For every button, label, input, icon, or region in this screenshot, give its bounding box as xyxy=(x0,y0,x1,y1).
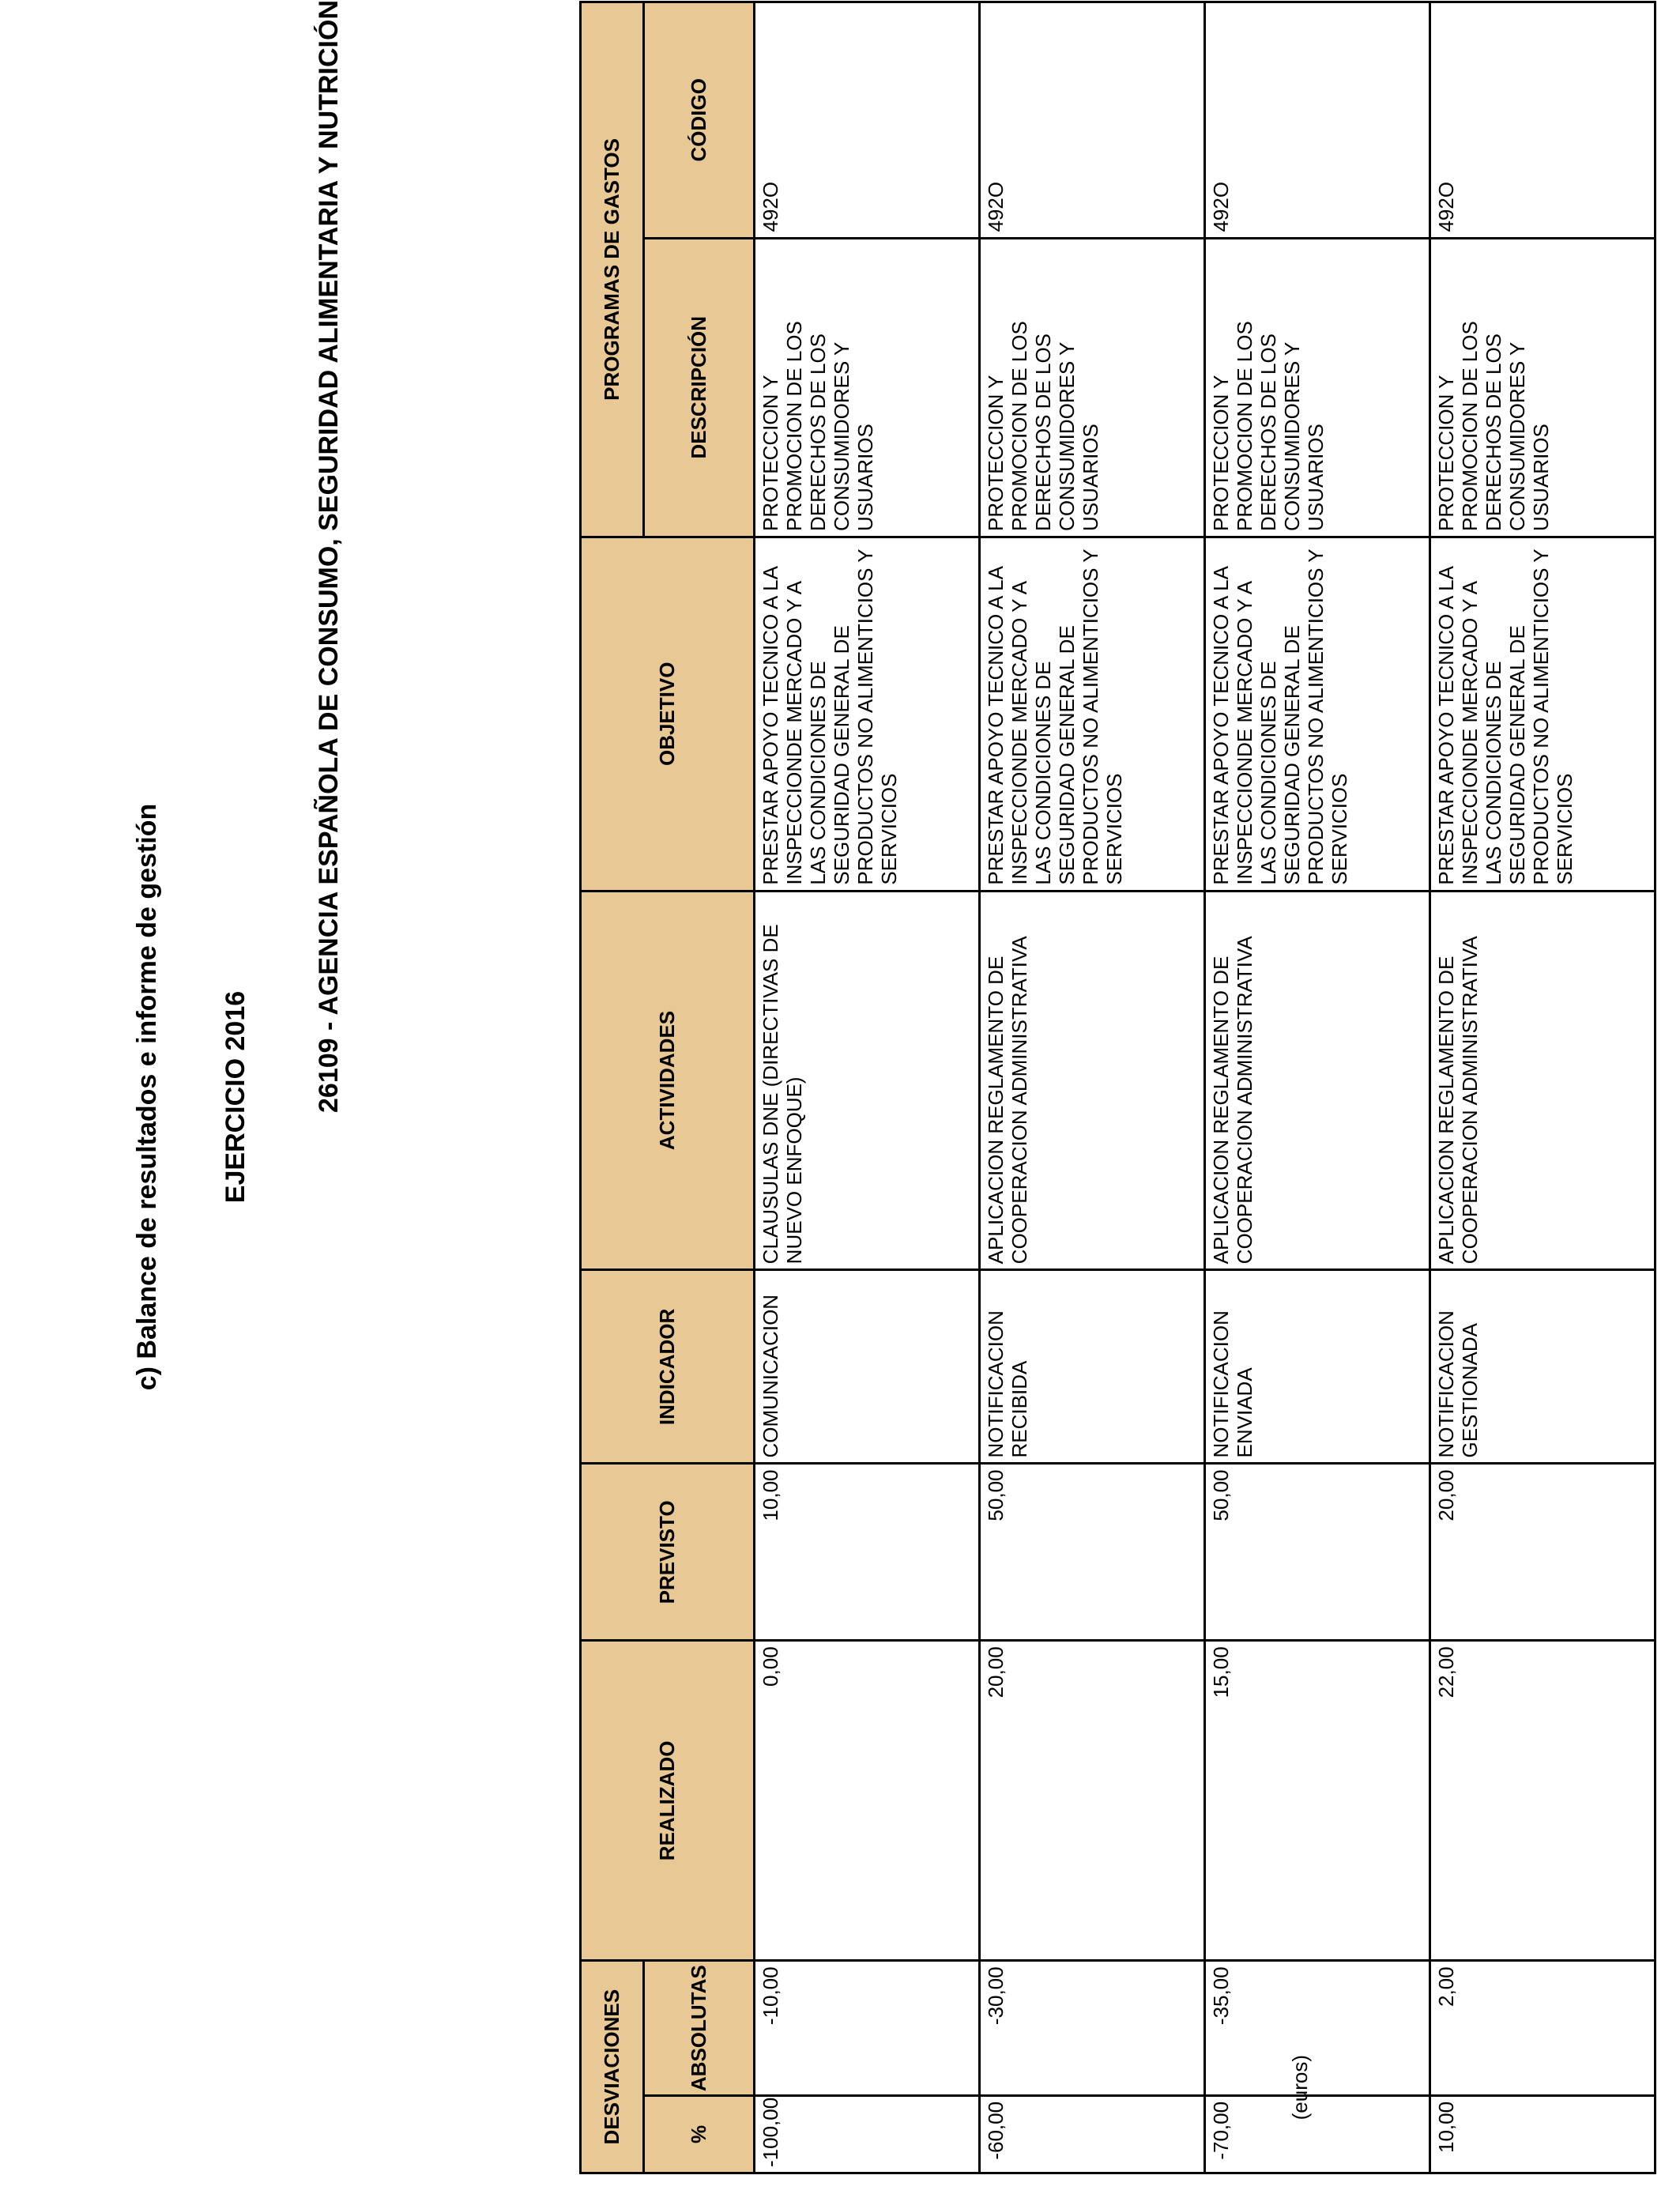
cell-previsto: 10,00 xyxy=(755,1464,980,1641)
results-table xyxy=(579,1,1656,2174)
section-title: c) Balance de resultados e informe de gestión xyxy=(132,803,162,1391)
cell-realizado: 22,00 xyxy=(1430,1641,1656,1961)
cell-absolutas: -30,00 xyxy=(980,1961,1205,2096)
cell-porcentaje: 10,00 xyxy=(1430,2095,1656,2173)
cell-realizado: 15,00 xyxy=(1205,1641,1430,1961)
group-header-row xyxy=(581,2,644,2173)
cell-porcentaje: -60,00 xyxy=(980,2095,1205,2173)
unit-note: (euros) xyxy=(1288,2055,1312,2120)
cell-indicador: NOTIFICACION ENVIADA xyxy=(1205,1270,1430,1464)
agency-title: 26109 - AGENCIA ESPAÑOLA DE CONSUMO, SEGURIDAD ALIMENTARIA Y NUTRICIÓN xyxy=(314,0,344,1113)
table-row xyxy=(1205,2,1430,2173)
cell-descripcion: PROTECCION Y PROMOCION DE LOS DERECHOS DE LOS CONSUMIDORES Y USUARIOS xyxy=(1430,238,1656,537)
cell-codigo: 492O xyxy=(755,2,980,239)
cell-objetivo: PRESTAR APOYO TECNICO A LA INSPECCIONDE MERCADO Y A LAS CONDICIONES DE SEGURIDAD GENERAL DE PRODUCTOS NO ALIMENTICIOS Y SERVICIOS xyxy=(1430,537,1656,891)
cell-descripcion: PROTECCION Y PROMOCION DE LOS DERECHOS DE LOS CONSUMIDORES Y USUARIOS xyxy=(980,238,1205,537)
cell-indicador: NOTIFICACION RECIBIDA xyxy=(980,1270,1205,1464)
programas-header: PROGRAMAS DE GASTOS xyxy=(581,2,644,537)
cell-objetivo: PRESTAR APOYO TECNICO A LA INSPECCIONDE MERCADO Y A LAS CONDICIONES DE SEGURIDAD GENERAL DE PRODUCTOS NO ALIMENTICIOS Y SERVICIOS xyxy=(755,537,980,891)
cell-codigo: 492O xyxy=(980,2,1205,239)
exercise-title: EJERCICIO 2016 xyxy=(220,990,250,1204)
cell-codigo: 492O xyxy=(1205,2,1430,239)
cell-porcentaje: -70,00 xyxy=(1205,2095,1430,2173)
cell-previsto: 20,00 xyxy=(1430,1464,1656,1641)
cell-porcentaje: -100,00 xyxy=(755,2095,980,2173)
cell-codigo: 492O xyxy=(1430,2,1656,239)
cell-actividades: APLICACION REGLAMENTO DE COOPERACION ADMINISTRATIVA xyxy=(1205,891,1430,1270)
table-row xyxy=(1430,2,1656,2173)
col-actividades: ACTIVIDADES xyxy=(581,891,755,1270)
col-previsto: PREVISTO xyxy=(581,1464,755,1641)
desviaciones-header: DESVIACIONES xyxy=(581,1961,644,2173)
col-realizado: REALIZADO xyxy=(581,1641,755,1961)
cell-previsto: 50,00 xyxy=(980,1464,1205,1641)
cell-descripcion: PROTECCION Y PROMOCION DE LOS DERECHOS DE LOS CONSUMIDORES Y USUARIOS xyxy=(755,238,980,537)
table-row xyxy=(755,2,980,2173)
cell-objetivo: PRESTAR APOYO TECNICO A LA INSPECCIONDE MERCADO Y A LAS CONDICIONES DE SEGURIDAD GENERAL DE PRODUCTOS NO ALIMENTICIOS Y SERVICIOS xyxy=(980,537,1205,891)
cell-objetivo: PRESTAR APOYO TECNICO A LA INSPECCIONDE MERCADO Y A LAS CONDICIONES DE SEGURIDAD GENERAL DE PRODUCTOS NO ALIMENTICIOS Y SERVICIOS xyxy=(1205,537,1430,891)
cell-absolutas: 2,00 xyxy=(1430,1961,1656,2096)
cell-actividades: APLICACION REGLAMENTO DE COOPERACION ADMINISTRATIVA xyxy=(980,891,1205,1270)
col-porcentaje: % xyxy=(644,2095,755,2173)
cell-indicador: COMUNICACION xyxy=(755,1270,980,1464)
cell-actividades: APLICACION REGLAMENTO DE COOPERACION ADMINISTRATIVA xyxy=(1430,891,1656,1270)
col-codigo: CÓDIGO xyxy=(644,2,755,239)
col-objetivo: OBJETIVO xyxy=(581,537,755,891)
cell-previsto: 50,00 xyxy=(1205,1464,1430,1641)
cell-indicador: NOTIFICACION GESTIONADA xyxy=(1430,1270,1656,1464)
cell-realizado: 20,00 xyxy=(980,1641,1205,1961)
cell-descripcion: PROTECCION Y PROMOCION DE LOS DERECHOS DE LOS CONSUMIDORES Y USUARIOS xyxy=(1205,238,1430,537)
table-row xyxy=(980,2,1205,2173)
col-indicador: INDICADOR xyxy=(581,1270,755,1464)
cell-actividades: CLAUSULAS DNE (DIRECTIVAS DE NUEVO ENFOQUE) xyxy=(755,891,980,1270)
cell-realizado: 0,00 xyxy=(755,1641,980,1961)
col-descripcion: DESCRIPCIÓN xyxy=(644,238,755,537)
cell-absolutas: -10,00 xyxy=(755,1961,980,2096)
cell-absolutas: -35,00 xyxy=(1205,1961,1430,2096)
col-absolutas: ABSOLUTAS xyxy=(644,1961,755,2096)
